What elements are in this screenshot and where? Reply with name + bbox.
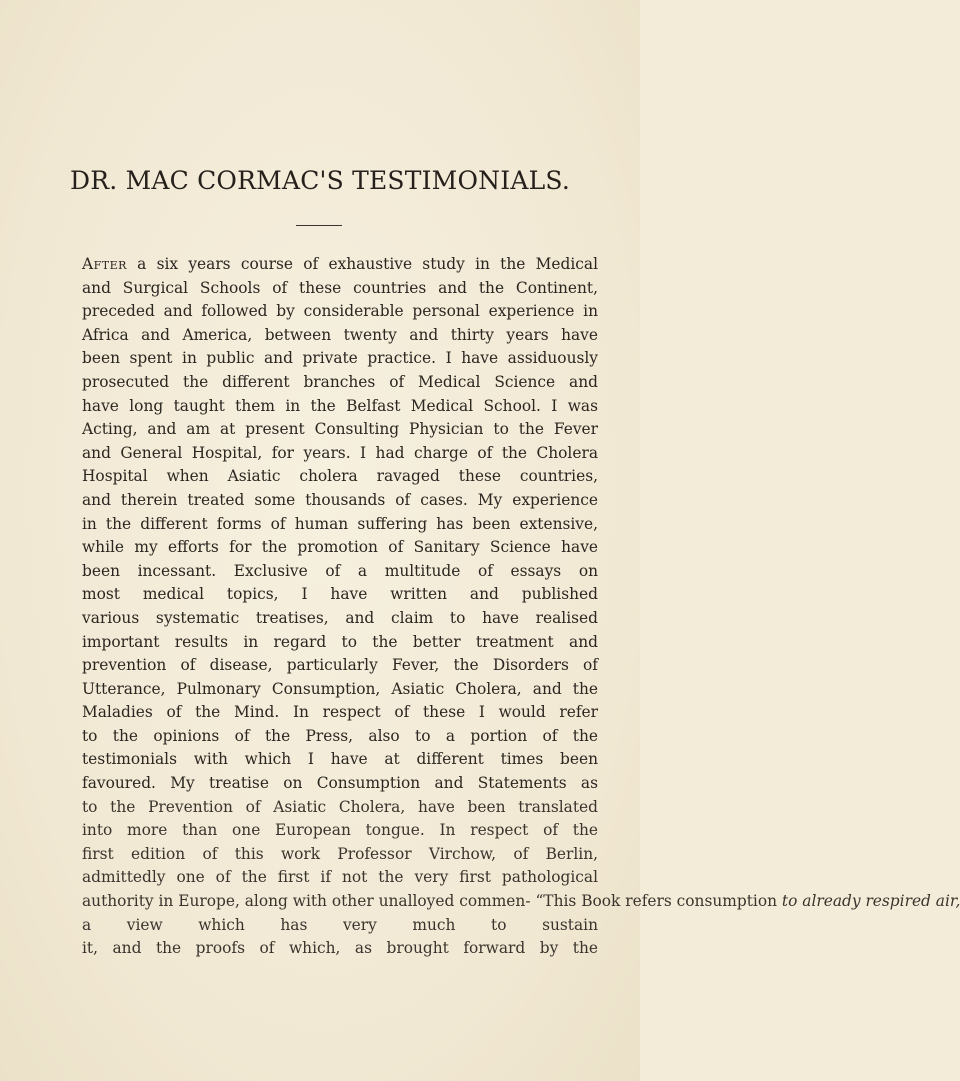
paragraph-line: in the different forms of human suffering has been extensive, <box>82 514 598 533</box>
paragraph-line: into more than one European tongue. In respect of the <box>82 821 598 840</box>
paragraph-line: it, and the proofs of which, as brought forward by the <box>82 939 598 958</box>
paragraph-line: Maladies of the Mind. In respect of these I would refer <box>82 703 598 722</box>
paragraph-line: been incessant. Exclusive of a multitude of essays on <box>82 561 598 580</box>
paragraph-line: preceded and followed by considerable personal experience in <box>82 302 598 321</box>
paragraph-line: and therein treated some thousands of cases. My experience <box>82 490 598 509</box>
paragraph-line: most medical topics, I have written and published <box>82 585 598 604</box>
paragraph-line: to the opinions of the Press, also to a portion of the <box>82 726 598 745</box>
testimonial-paragraph <box>82 253 960 961</box>
paragraph-line: a view which has very much to sustain <box>82 915 598 934</box>
paragraph-line: to the Prevention of Asiatic Cholera, have been translated <box>82 797 598 816</box>
paragraph-line: and Surgical Schools of these countries and the Continent, <box>82 278 598 297</box>
paragraph-line: important results in regard to the better treatment and <box>82 632 598 651</box>
paragraph-line: while my efforts for the promotion of Sanitary Science have <box>82 538 598 557</box>
paragraph-line: prevention of disease, particularly Fever, the Disorders of <box>82 656 598 675</box>
paragraph-line: prosecuted the different branches of Medical Science and <box>82 372 598 391</box>
paragraph-line: admittedly one of the first if not the very first pathological <box>82 868 598 887</box>
paragraph-line: been spent in public and private practice. I have assiduously <box>82 349 598 368</box>
paragraph-line: Hospital when Asiatic cholera ravaged these countries, <box>82 467 598 486</box>
opening-word: After <box>82 255 127 273</box>
paragraph-line: Acting, and am at present Consulting Physician to the Fever <box>82 420 598 439</box>
paragraph-line: testimonials with which I have at different times been <box>82 750 598 769</box>
paragraph-line: Utterance, Pulmonary Consumption, Asiatic Cholera, and the <box>82 679 598 698</box>
title-divider <box>296 225 342 226</box>
paragraph-line: have long taught them in the Belfast Medical School. I was <box>82 396 598 415</box>
paragraph-line: first edition of this work Professor Virchow, of Berlin, <box>82 844 598 863</box>
quote-italic: to already respired air, <box>781 892 960 911</box>
quote-start: “This Book refers consumption <box>535 892 778 911</box>
paragraph-line: authority in Europe, along with other unalloyed commen- “This Book refers consumption to already respired air, <box>82 892 960 911</box>
page-title: DR. MAC CORMAC'S TESTIMONIALS. <box>70 166 570 195</box>
paragraph-line: favoured. My treatise on Consumption and Statements as <box>82 774 598 793</box>
paragraph-line: After a six years course of exhaustive study in the Medical <box>82 255 598 273</box>
paragraph-line: and General Hospital, for years. I had charge of the Cholera <box>82 443 598 462</box>
paragraph-line: Africa and America, between twenty and thirty years have <box>82 325 598 344</box>
paragraph-line: various systematic treatises, and claim to have realised <box>82 608 598 627</box>
